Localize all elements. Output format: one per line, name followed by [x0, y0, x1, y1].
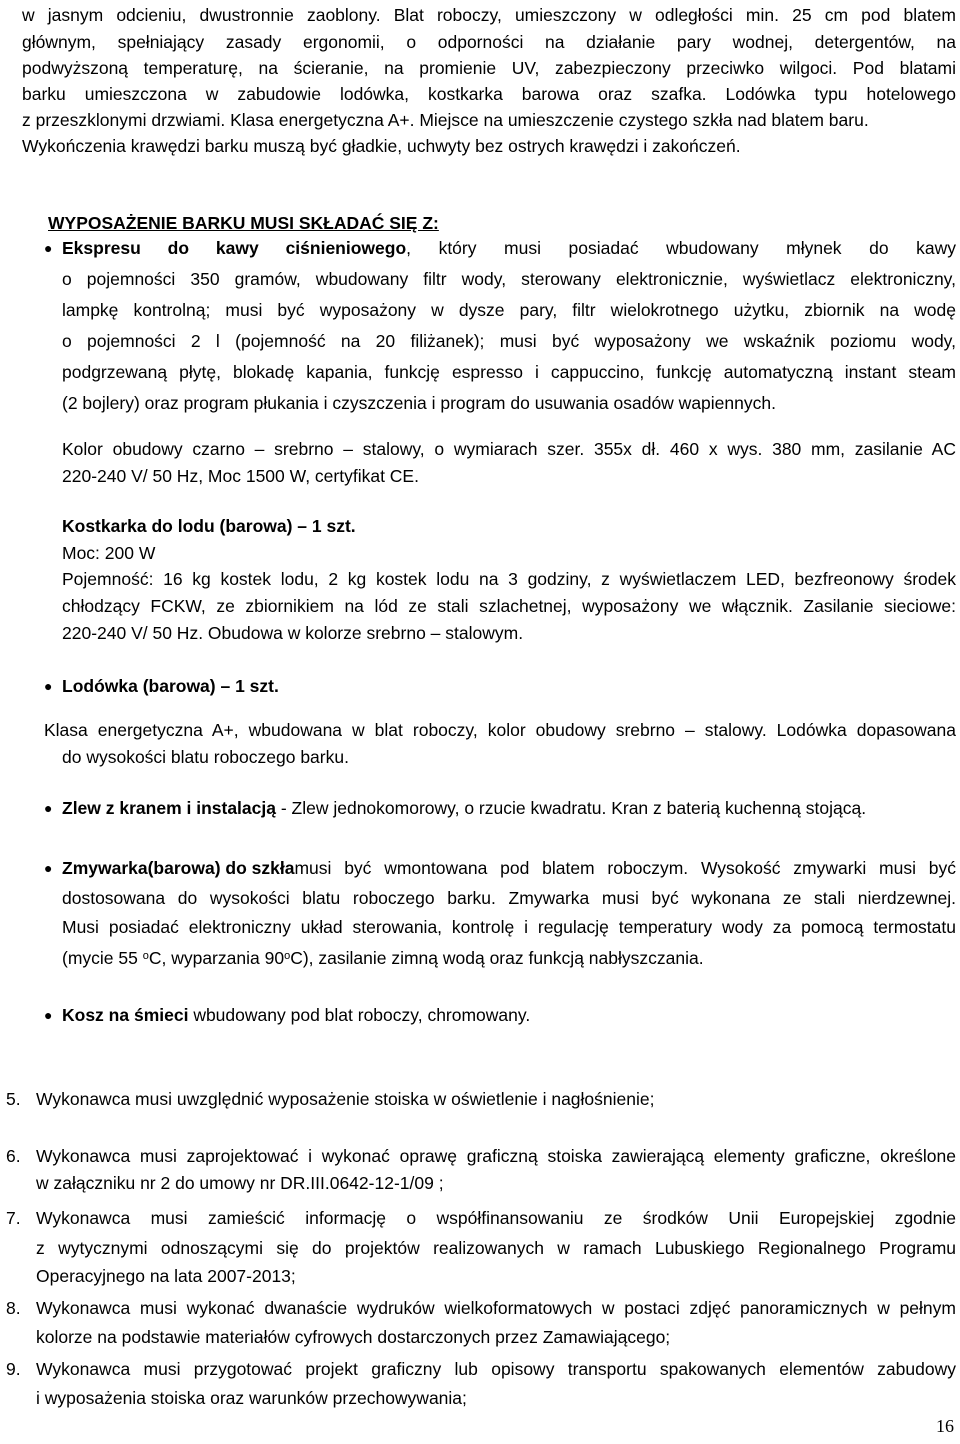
list-item-line: w załączniku nr 2 do umowy nr DR.III.0642-12-1/09 ; — [36, 1173, 444, 1193]
section-heading: WYPOSAŻENIE BARKU MUSI SKŁADAĆ SIĘ Z: — [48, 213, 439, 233]
dishwasher-title: Zmywarka(barowa) do szkła — [62, 858, 295, 878]
bin-text: wbudowany pod blat roboczy, chromowany. — [188, 1005, 531, 1025]
espresso-first-line — [62, 237, 956, 259]
list-item-line: Operacyjnego na lata 2007-2013; — [36, 1266, 296, 1286]
list-item-line: Wykonawca musi zaprojektować i wykonać oprawę graficzną stoiska zawierającą elementy graficzne, określone — [36, 1146, 956, 1166]
ice-maker-line: 220-240 V/ 50 Hz. Obudowa w kolorze srebrno – stalowym. — [62, 623, 524, 643]
bin-line — [62, 1004, 530, 1026]
dishwasher-line: dostosowana do wysokości blatu roboczego barku. Zmywarka musi być wykonana ze stali nierdzewnej. — [62, 888, 956, 908]
dishwasher-last-line — [62, 945, 704, 969]
list-number: 9. — [6, 1359, 21, 1379]
intro-line: z przeszklonymi drzwiami. Klasa energetyczna A+. Miejsce na umieszczenie czystego szkła nad blatem baru. — [22, 110, 869, 130]
espresso-line: lampkę kontrolną; musi być wyposażony w dysze pary, filtr wielokrotnego użytku, zbiornik na wodę — [62, 300, 956, 320]
sink-text: - Zlew jednokomorowy, o rzucie kwadratu. Kran z baterią kuchenną stojącą. — [275, 798, 867, 818]
espresso-title: Ekspresu do kawy ciśnieniowego — [62, 238, 407, 258]
dishwasher-line: Musi posiadać elektroniczny układ sterowania, kontrolę i regulację temperatury wody za pomocą termostatu — [62, 917, 956, 937]
bullet-icon: ● — [44, 860, 53, 876]
bullet-icon: ● — [44, 1007, 53, 1023]
bullet-icon: ● — [44, 800, 53, 816]
intro-line: Wykończenia krawędzi barku muszą być gładkie, uchwyty bez ostrych krawędzi i zakończeń. — [22, 136, 741, 156]
bullet-icon: ● — [44, 678, 53, 694]
bin-title: Kosz na śmieci — [62, 1005, 189, 1025]
fridge-line: do wysokości blatu roboczego barku. — [62, 747, 349, 767]
espresso-color-line: 220-240 V/ 50 Hz, Moc 1500 W, certyfikat CE. — [62, 466, 419, 486]
list-item-line: Wykonawca musi przygotować projekt graficzny lub opisowy transportu spakowanych elementów zabudowy — [36, 1359, 956, 1379]
dishwasher-text: C), zasilanie zimną wodą oraz funkcją nabłyszczania. — [290, 948, 704, 968]
fridge-title: Lodówka (barowa) – 1 szt. — [62, 676, 279, 696]
dishwasher-first-line — [62, 857, 956, 879]
espresso-line: , który musi posiadać wbudowany młynek do kawy — [406, 238, 956, 258]
list-number: 6. — [6, 1146, 21, 1166]
list-item-line: i wyposażenia stoiska oraz warunków przechowywania; — [36, 1388, 467, 1408]
espresso-color-line: Kolor obudowy czarno – srebrno – stalowy, o wymiarach szer. 355x dł. 460 x wys. 380 mm, zasilanie AC — [62, 439, 956, 459]
espresso-line: o pojemności 350 gramów, wbudowany filtr wody, sterowany elektronicznie, wyświetlacz elektroniczny, — [62, 269, 956, 289]
bullet-icon: ● — [44, 240, 53, 256]
list-number: 7. — [6, 1208, 21, 1228]
intro-line: w jasnym odcieniu, dwustronnie zaoblony. Blat roboczy, umieszczony w odległości min. 25 cm pod blatem — [22, 5, 956, 25]
fridge-line: Klasa energetyczna A+, wbudowana w blat roboczy, kolor obudowy srebrno – stalowy. Lodówka dopasowana — [44, 720, 956, 740]
list-item-line: Wykonawca musi wykonać dwanaście wydruków wielkoformatowych w postaci zdjęć panoramicznych w pełnym — [36, 1298, 956, 1318]
list-number: 8. — [6, 1298, 21, 1318]
sink-line — [62, 797, 866, 819]
intro-line: barku umieszczona w zabudowie lodówka, kostkarka barowa oraz szafka. Lodówka typu hotelowego — [22, 84, 956, 104]
sink-title: Zlew z kranem i instalacją — [62, 798, 276, 818]
list-number: 5. — [6, 1089, 21, 1109]
espresso-line: podgrzewaną płytę, blokadę kapania, funkcję espresso i cappuccino, funkcję automatyczną instant steam — [62, 362, 956, 382]
list-item-line: Wykonawca musi uwzględnić wyposażenie stoiska w oświetlenie i nagłośnienie; — [36, 1089, 655, 1109]
espresso-line: o pojemności 2 l (pojemność na 20 filiżanek); musi być wyposażony we wskaźnik poziomu wody, — [62, 331, 956, 351]
intro-line: głównym, spełniający zasady ergonomii, o odporności na działanie pary wodnej, detergentów, na — [22, 32, 956, 52]
espresso-line: (2 bojlery) oraz program płukania i czyszczenia i program do usuwania osadów wapiennych. — [62, 393, 776, 413]
list-item-line: Wykonawca musi zamieścić informację o współfinansowaniu ze środków Unii Europejskiej zgodnie — [36, 1208, 956, 1228]
list-item-line: z wytycznymi odnoszącymi się do projektów realizowanych w ramach Lubuskiego Regionalnego Programu — [36, 1238, 956, 1258]
intro-line: podwyższoną temperaturę, na ścieranie, na promienie UV, zabezpieczony przeciwko wilgoci. Pod blatami — [22, 58, 956, 78]
dishwasher-text: (mycie 55 — [62, 948, 143, 968]
degree-mark: o — [142, 950, 149, 962]
ice-maker-title: Kostkarka do lodu (barowa) – 1 szt. — [62, 516, 356, 536]
ice-maker-line: chłodzący FCKW, ze zbiornikiem na lód ze stali szlachetnej, wyposażony we włącznik. Zasilanie sieciowe: — [62, 596, 956, 616]
page-number: 16 — [936, 1416, 954, 1436]
ice-maker-line: Pojemność: 16 kg kostek lodu, 2 kg kostek lodu na 3 godziny, z wyświetlaczem LED, bezfreonowy środek — [62, 569, 956, 589]
list-item-line: kolorze na podstawie materiałów cyfrowych dostarczonych przez Zamawiającego; — [36, 1327, 671, 1347]
dishwasher-text: C, wyparzania 90 — [148, 948, 285, 968]
ice-maker-line: Moc: 200 W — [62, 543, 156, 563]
dishwasher-line: musi być wmontowana pod blatem roboczym. Wysokość zmywarki musi być — [294, 858, 956, 878]
degree-mark: o — [284, 950, 291, 962]
